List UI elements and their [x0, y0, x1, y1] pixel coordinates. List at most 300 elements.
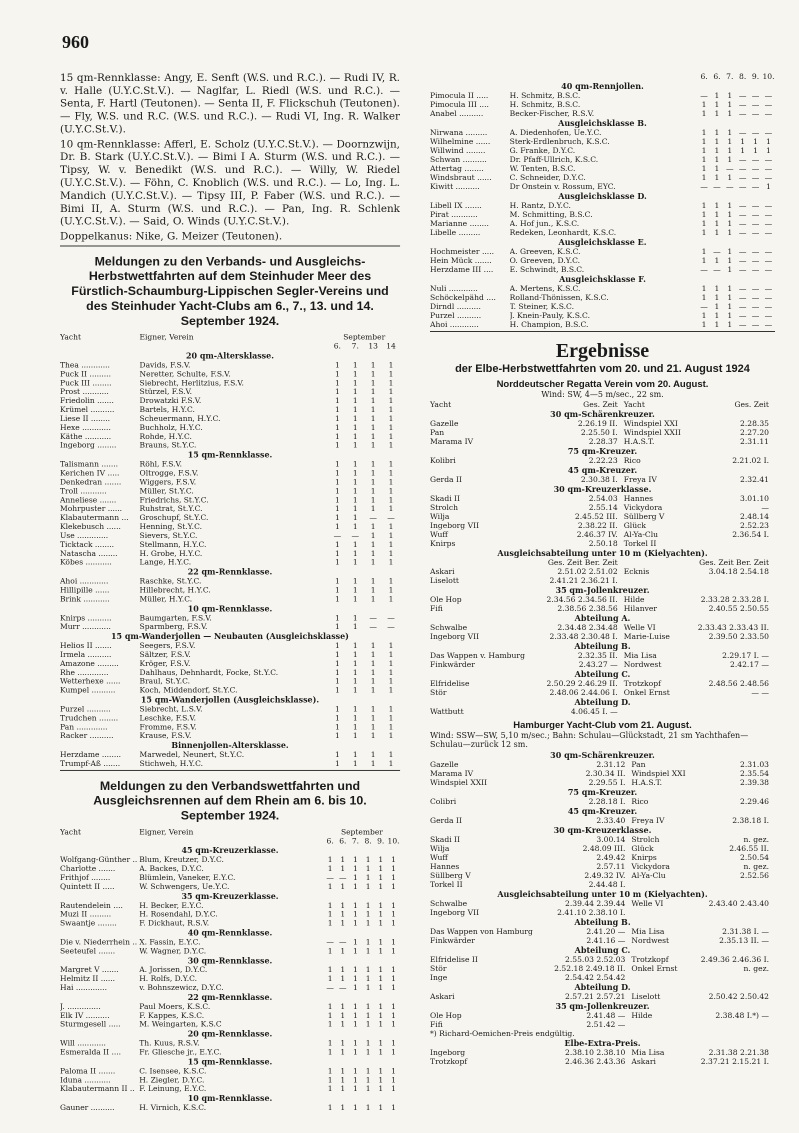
class-heading: Ausgleichsklasse B. [558, 118, 647, 128]
entry-mark: 1 [370, 468, 376, 478]
entry-mark: 1 [388, 414, 394, 423]
time-value: 2.35.54 [740, 768, 769, 778]
entry-mark: 1 [352, 731, 358, 741]
entry-mark: 1 [353, 965, 358, 975]
table-row [60, 1020, 400, 1029]
entry-mark: 1 [370, 539, 376, 549]
entry-mark: 1 [327, 1001, 333, 1011]
time-value: 2.38.18 I. [732, 815, 769, 825]
table-row [430, 992, 775, 1001]
yacht-name: Wilja [430, 843, 450, 853]
time-value: 2.38.22 II. [577, 520, 618, 530]
entry-mark: 1 [352, 369, 358, 379]
entry-mark: 1 [370, 422, 376, 432]
yacht-name: Trudchen ........ [60, 713, 119, 723]
entry-mark: 1 [370, 585, 376, 595]
entry-mark: 1 [352, 713, 358, 723]
yacht-cell [430, 72, 510, 81]
yacht-name: Köbes ........... [60, 557, 112, 567]
entry-mark: 1 [370, 676, 376, 686]
time-value: 2.28.37 [588, 436, 618, 446]
entry-mark: 1 [727, 284, 733, 293]
entry-mark: 1 [378, 965, 384, 975]
entry-mark: 1 [701, 201, 707, 210]
entry-mark: — [764, 100, 773, 109]
section-title: Meldungen zu den Verbandswettfahrten und Ausgleichsrennen auf dem Rhein am 6. bis 10. September 1924. [93, 778, 367, 823]
owner-name: J. Knein-Pauly, K.S.C. [509, 311, 590, 320]
entry-mark: 1 [340, 1010, 346, 1020]
entry-mark: 1 [370, 667, 376, 677]
yacht-name [624, 576, 688, 585]
class-heading: 45 qm-Kreuzer. [567, 464, 638, 475]
owner-name: F. Dickhaut, R.S.V. [139, 918, 210, 928]
class-heading: 20 qm-Rennklasse. [187, 1028, 273, 1039]
time-value [692, 973, 775, 982]
entry-mark: 1 [370, 750, 376, 760]
table-header [60, 827, 400, 836]
yacht-name: Libelle ......... [430, 228, 481, 237]
table-row [60, 919, 400, 928]
entry-mark: 1 [714, 256, 720, 265]
yacht-name: Puck III ........ [60, 378, 112, 388]
entry-mark: 1 [370, 396, 376, 406]
entry-mark: 1 [388, 557, 394, 567]
entry-mark: 1 [365, 864, 371, 874]
owner-name: Rohde, H.Y.C. [139, 431, 192, 441]
entry-mark: 1 [701, 311, 707, 320]
entry-mark: 1 [340, 1038, 346, 1048]
time-value: 2.49.32 IV. [584, 870, 626, 880]
entry-mark: 1 [327, 900, 333, 910]
time-value: 2.51.42 — [586, 1019, 626, 1029]
entry-mark: 1 [327, 909, 333, 919]
entry-mark: 1 [370, 378, 376, 388]
time-value: 2.44.48 I. [588, 879, 626, 889]
yacht-name: Friedolin ....... [60, 396, 114, 406]
entry-mark: 1 [701, 320, 707, 329]
yacht-name: Windspiel XXI [623, 418, 678, 428]
owner-name: G. Franke, D.Y.C. [509, 146, 576, 155]
table-row [60, 1039, 400, 1048]
entry-mark: 1 [714, 228, 720, 237]
entry-mark: — [738, 164, 747, 173]
time-value: 2.33.28 2.33.28 I. [700, 594, 769, 604]
class-heading-row [430, 237, 775, 247]
table-row [60, 414, 400, 423]
entry-mark: 1 [378, 1001, 384, 1011]
entry-mark: 1 [378, 946, 384, 956]
entry-mark: 1 [391, 873, 396, 882]
entry-mark: 1 [334, 513, 340, 523]
class-heading: 15 qm-Rennklasse. [187, 1056, 273, 1067]
yacht-name: Trotzkopf [623, 678, 661, 688]
yacht-name: Ingeborg VII [430, 631, 480, 641]
yacht-name: Freya IV [623, 474, 657, 484]
entry-mark: 1 [353, 1019, 358, 1029]
entry-mark: 1 [370, 713, 376, 723]
class-heading-row [430, 787, 775, 797]
yacht-name: Schwalbe [430, 622, 468, 632]
time-value: 2.46.36 2.43.36 [565, 1056, 626, 1066]
class-heading: 75 qm-Kreuzer. [567, 445, 638, 456]
entry-mark: 1 [391, 864, 396, 874]
entry-mark: — [339, 937, 347, 947]
table-row [430, 146, 775, 155]
entry-mark: 1 [352, 548, 358, 558]
yacht-name: Süllberg V [430, 870, 471, 880]
entry-mark: — [764, 284, 773, 293]
owner-name: O. Greeven, D.Y.C. [509, 256, 581, 265]
yacht-name [624, 707, 688, 716]
table-row [60, 622, 400, 631]
day-label: 6. [339, 836, 347, 846]
time-value: 2.38.56 2.38.56 [557, 603, 618, 613]
class-heading-row [60, 351, 400, 361]
table-row [430, 219, 775, 228]
entry-mark: 1 [334, 704, 340, 714]
entry-mark: 1 [378, 1066, 384, 1076]
entry-mark: 1 [378, 1084, 384, 1094]
owner-name: W. Schwengers, Ue.Y.C. [139, 881, 230, 891]
yacht-name [624, 558, 688, 567]
entry-mark: 1 [334, 486, 340, 496]
entry-mark: 1 [388, 658, 394, 668]
yacht-name: Glück [631, 843, 654, 853]
table-row [60, 460, 400, 469]
table-row [60, 531, 400, 540]
table-row [430, 558, 775, 567]
time-value [692, 880, 775, 889]
entry-mark: 1 [334, 477, 340, 487]
yacht-name: Windspiel XXII [623, 427, 681, 437]
yacht-name: Frithjof ........ [60, 873, 111, 882]
yacht-name: Hilanver [623, 603, 658, 613]
table-row [60, 577, 400, 586]
entry-mark: 1 [365, 1103, 371, 1112]
owner-name: Dr Onstein v. Rossum, EYC. [509, 182, 616, 191]
owner-name: Siebrecht, L.S.V. [139, 704, 203, 714]
entry-mark: 1 [334, 594, 340, 604]
owner-name: Stellmann, H.Y.C. [139, 539, 207, 549]
time-value: 2.55.14 [588, 502, 618, 512]
time-value [688, 707, 775, 716]
yacht-name: Freya IV [631, 815, 665, 825]
owner-name: W. Tenten, B.S.C. [509, 164, 576, 173]
day-header-row [60, 836, 400, 845]
entry-mark: — [764, 164, 773, 173]
owner-name: Fromme, F.S.V. [139, 722, 197, 732]
owner-name: C. Isensee, K.S.C. [139, 1066, 207, 1076]
table-row [430, 256, 775, 265]
entry-mark: 1 [353, 1038, 358, 1048]
class-heading-row [430, 446, 775, 456]
table-row [60, 549, 400, 558]
yacht-name: Krümel .......... [60, 405, 115, 415]
class-heading: 10 qm-Rennklasse. [187, 603, 273, 614]
time-value: 2.43.40 2.43.40 [708, 898, 769, 908]
class-heading: 15 qm-Rennklasse. [187, 449, 273, 460]
yacht-name: Ole Hop [430, 594, 462, 604]
class-heading-row [430, 548, 775, 558]
yacht-name: Ingeborg ........ [60, 440, 117, 450]
owner-name: X. Fassin, E.Y.C. [139, 937, 201, 947]
section-title: Meldungen zu den Verbands- und Ausgleichs-Herbstwettfahrten auf dem Steinhuder Meer des Fürstlich-Schaumburg-Lippischen Segler-Vereins und des Steinhuder Yacht-Clubs am 6., 7., 13. und 14. September 1924. [71, 254, 389, 328]
entry-mark: 1 [334, 713, 340, 723]
entry-mark: 1 [388, 369, 394, 379]
yacht-name: Liselott [631, 991, 661, 1001]
owner-name: Friedrichs, St.Y.C. [139, 495, 209, 505]
table-row [430, 137, 775, 146]
entry-mark: — [738, 201, 747, 210]
class-heading-row [60, 955, 400, 965]
owner-name: Henning, St.Y.C. [139, 522, 202, 532]
class-heading: 75 qm-Kreuzer. [567, 786, 638, 797]
entry-mark: 1 [378, 974, 384, 984]
entry-mark: 1 [391, 974, 396, 984]
yacht-name: Elfridelise [430, 678, 470, 688]
owner-name: Stürzel, F.S.V. [139, 387, 193, 397]
table-row [430, 778, 775, 787]
class-heading-row [430, 697, 775, 707]
entry-mark: — [387, 613, 395, 623]
yacht-name: Vickydora [623, 502, 663, 512]
table-row [430, 521, 775, 530]
yacht-name: Ahoi ............ [430, 320, 479, 329]
entry-mark: 1 [352, 585, 358, 595]
yacht-name: Anneliese ....... [60, 495, 117, 505]
entry-mark: 1 [327, 881, 333, 891]
time-value: 2.41.21 2.36.21 I. [549, 575, 618, 585]
class-heading: 30 qm-Kreuzerklasse. [553, 483, 652, 494]
entry-mark: 1 [334, 440, 340, 450]
entry-mark: 1 [352, 440, 358, 450]
entry-mark: 1 [353, 855, 358, 865]
day-label: 6. [713, 72, 721, 81]
yacht-name: Wuff [430, 529, 448, 539]
entry-mark: 1 [388, 704, 394, 714]
yacht-name: Al-Ya-Clu [623, 529, 659, 539]
time-value: 2.52.18 2.49.18 II. [554, 963, 626, 973]
entry-mark: 1 [352, 649, 358, 659]
class-heading-row [430, 409, 775, 419]
entry-mark: 1 [391, 946, 396, 956]
entry-mark: — [738, 109, 747, 118]
table-row [430, 311, 775, 320]
table-row [430, 437, 775, 446]
class-heading: 15 qm-Wanderjollen (Ausgleichsklasse). [140, 694, 320, 705]
yacht-name: Anabel .......... [430, 109, 484, 118]
yacht-name: Kerichen IV ..... [60, 468, 120, 478]
entry-mark: 1 [727, 311, 733, 320]
entry-mark: 1 [352, 468, 358, 478]
entry-mark: 1 [353, 937, 358, 947]
class-heading: Ausgleichsabteilung unter 10 m (Kielyachten). [497, 547, 708, 558]
table-row [60, 1084, 400, 1093]
class-heading: 45 qm-Kreuzerklasse. [181, 845, 279, 856]
entry-mark: 1 [701, 293, 707, 302]
entry-mark: 1 [391, 1084, 396, 1094]
yacht-name: Pan ............. [60, 722, 108, 732]
table-row [430, 595, 775, 604]
entry-mark: 1 [334, 759, 340, 768]
yacht-name: Das Wappen v. Hamburg [430, 650, 525, 660]
time-value: 2.31.12 [596, 759, 626, 769]
yacht-name: Helios II ....... [60, 641, 112, 650]
yacht-name: Paloma II ....... [60, 1066, 116, 1076]
table-row [430, 164, 775, 173]
entry-mark: 1 [327, 946, 333, 956]
entry-mark: 1 [388, 486, 394, 496]
time-value: 2.41.10 2.38.10 I. [557, 907, 626, 917]
entry-mark: — [738, 256, 747, 265]
entry-mark: 1 [365, 918, 371, 928]
yacht-name: Welle VI [623, 622, 656, 632]
time-value: 2.27.20 [740, 427, 769, 437]
owner-name: E. Schwindt, B.S.C. [509, 265, 585, 274]
entry-mark: 1 [388, 459, 394, 469]
yacht-name: Gazelle [430, 759, 459, 769]
yacht-name: Mia Lisa [631, 1047, 665, 1057]
class-heading-row [60, 845, 400, 855]
owner-name: A. Greeven, K.S.C. [509, 247, 581, 256]
entry-mark: 1 [352, 557, 358, 567]
entry-mark: 1 [391, 918, 396, 928]
right-column [430, 72, 775, 1066]
entry-mark: 1 [353, 1075, 358, 1085]
class-heading: 30 qm-Rennklasse. [187, 955, 273, 966]
entry-mark: 1 [388, 676, 394, 686]
table-body [430, 72, 775, 329]
entry-mark: — [751, 182, 760, 191]
owner-name: Becker-Fischer, R.S.V. [509, 109, 595, 118]
entry-mark: — [726, 182, 734, 191]
class-heading-row [430, 825, 775, 835]
time-value: — [761, 502, 769, 512]
time-value: Ges. Zeit Ber. Zeit [547, 557, 618, 567]
col-time: Ges. Zeit [583, 399, 618, 409]
yacht-name: Ingeborg VII [430, 520, 480, 530]
entry-mark: 1 [352, 422, 358, 432]
yacht-name: Askari [430, 991, 455, 1001]
yacht-name: Herzdame III .... [430, 265, 494, 274]
intro-paragraph: 10 qm-Rennklasse: Afferl, E. Scholz (U.Y.C.St.V.). — Doornzwijn, Dr. B. Stark (U.Y.C.St.V.). — Bimi I A. Sturm (W.S. und R.C.). — Tipsy, W. v. Benedikt (W.S. und R.C.). — Willy, W. Riedel (U.Y.C.St.V.). — Föhn, C. Knoblich (W.S. und R.C.). — Lo, Ing. L. Mandich (U.Y.C.St.V.). — Tipsy III, P. Faber (W.S. und R.C.). — Bimi II, A. Sturm (W.S. und R.C.). — Pan, Ing. R. Schlenk (U.Y.C.St.V.). — Said, O. Winds (U.Y.C.St.V.). [60, 138, 400, 228]
entry-mark: 1 [388, 594, 394, 604]
entry-mark: 1 [388, 685, 394, 695]
entry-mark: — [326, 937, 334, 947]
entry-mark: — [764, 210, 773, 219]
day-label: 14 [386, 341, 396, 351]
table-header [430, 400, 775, 409]
entry-mark: 1 [388, 477, 394, 487]
entry-mark: 1 [352, 495, 358, 505]
table-row [60, 1002, 400, 1011]
entry-mark: 1 [353, 1103, 358, 1112]
entry-mark: 1 [352, 459, 358, 469]
entry-mark: 1 [365, 983, 371, 993]
yacht-name [430, 558, 537, 567]
owner-name: Redeken, Leonhardt, K.S.C. [509, 228, 617, 237]
time-value: 2.31.11 [740, 436, 769, 446]
yacht-name: Glück [623, 520, 646, 530]
entry-mark: 1 [701, 219, 707, 228]
entry-mark: — [738, 91, 747, 100]
time-value: 2.42.17 — [730, 659, 769, 669]
class-heading-row [430, 191, 775, 201]
entry-mark: 1 [727, 109, 733, 118]
yacht-name: Nuli ............ [430, 284, 478, 293]
entry-mark: 1 [370, 576, 376, 586]
yacht-name: Rhe ............. [60, 667, 109, 677]
intro-paragraph: 15 qm-Rennklasse: Angy, E. Senft (W.S. und R.C.). — Rudi IV, R. v. Halle (U.Y.C.St.V.). — Naglfar, L. Riedl (W.S. und R.C.). — Senta, F. Hartl (Teutonen). — Senta II, F. Flickschuh (Teutonen). — Fly, W.S. und R.C. (W.S. und R.C.). — Rudi VI, Ing. R. Walker (U.Y.C.St.V.). [60, 72, 400, 136]
owner-name: v. Bohnszewicz, D.Y.C. [139, 983, 224, 993]
table-row [60, 613, 400, 622]
entry-mark: 1 [327, 1084, 333, 1094]
entry-mark: 1 [370, 440, 376, 450]
yacht-name: Skadi II [430, 834, 461, 844]
entry-mark: 1 [740, 137, 746, 146]
entry-mark: 1 [388, 649, 394, 659]
table-row [60, 686, 400, 695]
table-row [60, 641, 400, 650]
table-row [60, 361, 400, 370]
table-row [430, 973, 775, 982]
table-row [430, 871, 775, 880]
class-heading-row [60, 631, 400, 641]
entry-mark: 1 [391, 855, 396, 865]
entry-mark: 1 [370, 704, 376, 714]
table-row [60, 1011, 400, 1020]
entry-mark: 1 [388, 431, 394, 441]
yacht-name: Charlotte ....... [60, 864, 116, 874]
class-heading: 35 qm-Jollenkreuzer. [555, 584, 650, 595]
owner-name: H. Schmitz, B.S.C. [509, 91, 581, 100]
entry-mark: 1 [388, 360, 394, 370]
yacht-name: Windspiel XXII [430, 777, 488, 787]
entry-mark: 1 [766, 137, 771, 146]
entry-mark: — [751, 91, 760, 100]
entry-mark: — [369, 513, 377, 523]
entry-mark: 1 [727, 256, 733, 265]
entry-mark: — [339, 983, 347, 993]
entry-mark: 1 [352, 676, 358, 686]
table-row [430, 844, 775, 853]
entry-mark: 1 [727, 228, 733, 237]
yacht-name: Pimocula II ..... [430, 91, 489, 100]
table-row [60, 1103, 400, 1112]
entries-table-rhein-continued [430, 72, 775, 329]
entry-mark: 1 [334, 722, 340, 732]
entry-mark: — [764, 293, 773, 302]
class-heading: Ausgleichsklasse E. [558, 237, 647, 247]
entry-mark: 1 [388, 750, 394, 760]
entry-mark: — [764, 219, 773, 228]
time-value: 2.34.48 2.34.48 [557, 622, 618, 632]
owner-name: H. Rantz, D.Y.C. [509, 201, 571, 210]
entry-mark: 1 [370, 531, 376, 540]
entry-mark: 1 [391, 983, 396, 993]
yacht-name: Ticktack ........ [60, 539, 115, 549]
col-yacht: Yacht [60, 332, 81, 342]
yacht-name: Gauner .......... [60, 1103, 115, 1112]
owner-name: Krause, F.S.V. [139, 731, 192, 741]
table-row [430, 293, 775, 302]
yacht-name: Racker .......... [60, 731, 114, 741]
owner-name: M. Schmitting, B.S.C. [509, 210, 593, 219]
entry-mark: 1 [378, 1103, 384, 1112]
entry-mark: 1 [334, 504, 340, 514]
yacht-name: Knirps [430, 538, 456, 548]
yacht-name: Puck II ......... [60, 369, 111, 379]
